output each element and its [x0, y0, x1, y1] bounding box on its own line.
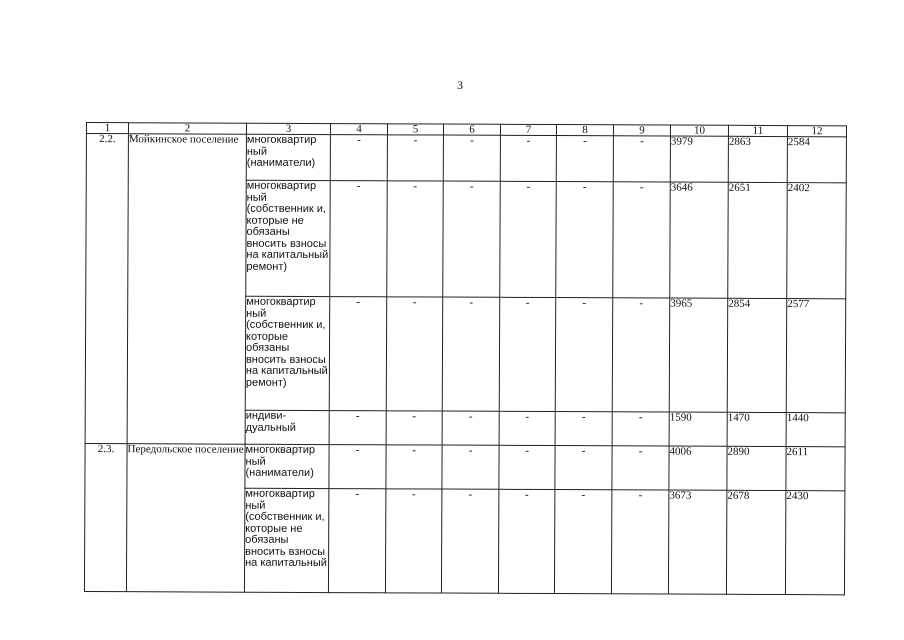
tariff-value-cell: 1590: [669, 412, 727, 446]
section-number: 2.3.: [84, 443, 127, 591]
empty-value-cell: -: [555, 446, 612, 490]
empty-value-cell: -: [555, 298, 612, 412]
tariff-value-cell: 1470: [727, 412, 786, 446]
column-header: 11: [728, 125, 787, 136]
empty-value-cell: -: [330, 181, 388, 297]
housing-type: многоквартир ный (собственник и, которые не обязаны вносить взносы на капитальный: [244, 488, 328, 592]
empty-value-cell: -: [443, 135, 500, 181]
column-header: 10: [670, 125, 728, 136]
tariff-value-cell: 2854: [727, 298, 786, 412]
empty-value-cell: -: [500, 181, 557, 297]
tariff-value-cell: 1440: [786, 413, 845, 447]
tariff-value-cell: 2430: [785, 491, 844, 595]
empty-value-cell: -: [441, 489, 498, 593]
empty-value-cell: -: [329, 445, 386, 489]
tariff-value-cell: 2584: [787, 137, 846, 183]
empty-value-cell: -: [443, 181, 501, 297]
column-header: 6: [443, 124, 500, 135]
housing-type: многоквартир ный (нaниматели): [246, 134, 330, 180]
empty-value-cell: -: [385, 489, 441, 593]
table-row: [85, 443, 845, 490]
empty-value-cell: -: [499, 297, 555, 411]
empty-value-cell: -: [612, 412, 669, 446]
empty-value-cell: -: [556, 182, 614, 298]
table-row: [86, 134, 846, 183]
tariff-value-cell: 2863: [728, 136, 787, 182]
empty-value-cell: -: [330, 135, 387, 181]
page-number: 3: [457, 78, 463, 92]
column-header: 2: [128, 123, 246, 135]
housing-type: многоквартир ный (нaниматели): [245, 444, 329, 488]
empty-value-cell: -: [387, 135, 443, 181]
tariff-value-cell: 2402: [787, 183, 847, 299]
tariff-value-cell: 4006: [669, 446, 727, 490]
tariff-value-cell: 3646: [670, 182, 729, 298]
empty-value-cell: -: [386, 445, 442, 489]
column-header: 9: [613, 125, 670, 136]
empty-value-cell: -: [329, 411, 386, 445]
empty-value-cell: -: [499, 411, 555, 445]
column-header: 1: [86, 123, 128, 134]
empty-value-cell: -: [442, 445, 499, 489]
housing-type: многоквартир ный (собственник и, которые обязаны вносить взносы на капитальный ремонт): [245, 296, 329, 410]
tariff-value-cell: 2678: [726, 490, 785, 594]
empty-value-cell: -: [442, 297, 499, 411]
tariff-value-cell: 2611: [786, 447, 845, 491]
tariff-table: [84, 122, 847, 595]
tariff-value-cell: 2577: [786, 299, 845, 413]
empty-value-cell: -: [613, 182, 671, 298]
empty-value-cell: -: [612, 298, 669, 412]
tariff-value-cell: 3979: [670, 136, 728, 182]
housing-type: многоквартир ный (собственник и, которые не обязаны вносить взносы на капитальный ремонт): [246, 180, 331, 296]
empty-value-cell: -: [386, 297, 442, 411]
empty-value-cell: -: [500, 135, 556, 181]
settlement-name: Мойкинское поселение: [127, 134, 246, 445]
empty-value-cell: -: [555, 412, 612, 446]
column-header: 3: [246, 123, 330, 134]
empty-value-cell: -: [442, 411, 499, 445]
column-header: 4: [330, 124, 387, 135]
empty-value-cell: -: [498, 489, 554, 593]
empty-value-cell: -: [328, 489, 385, 593]
column-header: 8: [556, 125, 613, 136]
empty-value-cell: -: [611, 490, 668, 594]
tariff-value-cell: 3965: [669, 298, 727, 412]
empty-value-cell: -: [556, 136, 613, 182]
empty-value-cell: -: [329, 297, 386, 411]
empty-value-cell: -: [387, 181, 444, 297]
tariff-value-cell: 3673: [668, 490, 726, 594]
empty-value-cell: -: [499, 445, 555, 489]
tariff-value-cell: 2651: [728, 182, 788, 298]
empty-value-cell: -: [613, 136, 670, 182]
section-number: 2.2.: [85, 134, 128, 444]
empty-value-cell: -: [612, 446, 669, 490]
empty-value-cell: -: [386, 411, 442, 445]
settlement-name: Передольское поселение: [126, 444, 245, 593]
housing-type: индиви- дуальный: [245, 410, 329, 444]
empty-value-cell: -: [554, 490, 611, 594]
tariff-value-cell: 2890: [727, 446, 786, 490]
column-header: 7: [500, 124, 556, 135]
column-header: 5: [387, 124, 443, 135]
column-header: 12: [787, 126, 846, 137]
